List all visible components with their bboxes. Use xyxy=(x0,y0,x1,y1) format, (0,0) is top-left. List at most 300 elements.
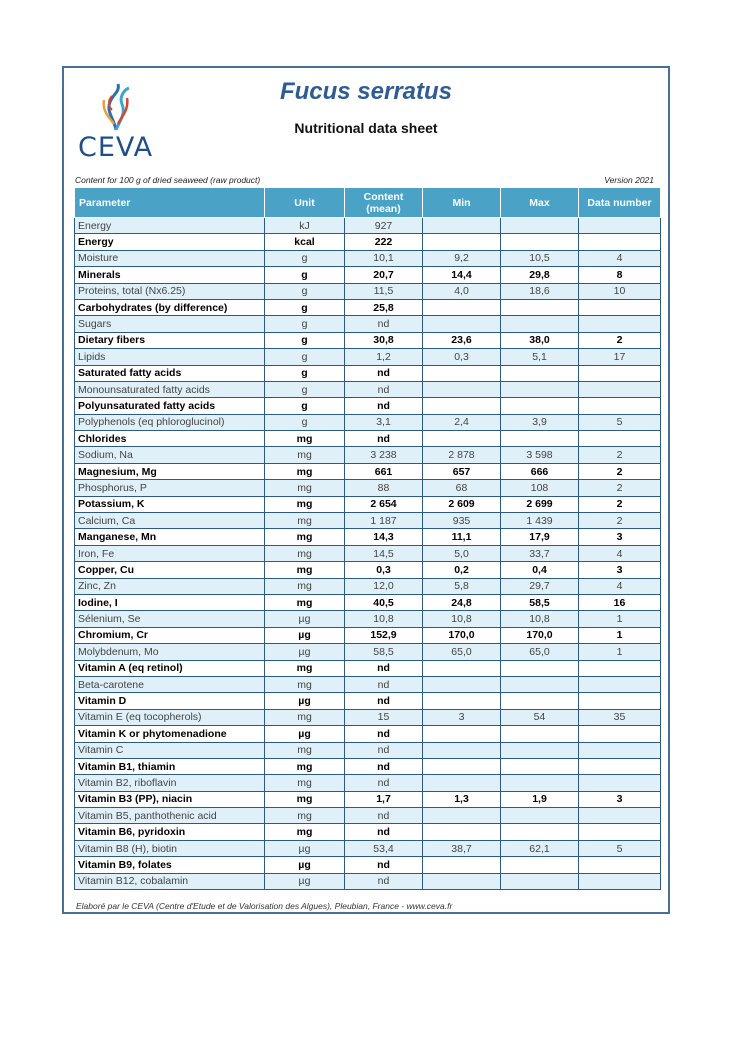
cell-parameter: Vitamin B5, panthothenic acid xyxy=(75,808,265,824)
cell-content: nd xyxy=(345,857,423,873)
cell-min: 935 xyxy=(423,513,501,529)
cell-content: nd xyxy=(345,381,423,397)
table-row xyxy=(75,611,661,627)
cell-parameter: Vitamin K or phytomenadione xyxy=(75,726,265,742)
cell-parameter: Potassium, K xyxy=(75,496,265,512)
cell-parameter: Iodine, I xyxy=(75,594,265,610)
cell-data-number xyxy=(579,824,661,840)
cell-data-number xyxy=(579,726,661,742)
table-row xyxy=(75,758,661,774)
footer-credit: Elaboré par le CEVA (Centre d'Etude et de Valorisation des Algues), Pleubian, France - www.ceva.fr xyxy=(76,901,453,911)
cell-max xyxy=(501,676,579,692)
table-row xyxy=(75,726,661,742)
cell-unit: mg xyxy=(265,742,345,758)
cell-content: 2 654 xyxy=(345,496,423,512)
cell-max: 5,1 xyxy=(501,349,579,365)
cell-parameter: Vitamin B2, riboflavin xyxy=(75,775,265,791)
cell-parameter: Sodium, Na xyxy=(75,447,265,463)
cell-data-number: 4 xyxy=(579,545,661,561)
cell-content: nd xyxy=(345,873,423,889)
table-row xyxy=(75,529,661,545)
cell-parameter: Saturated fatty acids xyxy=(75,365,265,381)
table-row xyxy=(75,267,661,283)
cell-max xyxy=(501,431,579,447)
table-row xyxy=(75,545,661,561)
cell-data-number: 35 xyxy=(579,709,661,725)
cell-content: 10,8 xyxy=(345,611,423,627)
cell-content: nd xyxy=(345,676,423,692)
cell-parameter: Vitamin B3 (PP), niacin xyxy=(75,791,265,807)
cell-parameter: Polyphenols (eq phloroglucinol) xyxy=(75,414,265,430)
header-max: Max xyxy=(501,188,579,218)
cell-unit: mg xyxy=(265,791,345,807)
table-row xyxy=(75,496,661,512)
table-row xyxy=(75,660,661,676)
cell-unit: µg xyxy=(265,627,345,643)
cell-content: 1,2 xyxy=(345,349,423,365)
cell-max xyxy=(501,299,579,315)
cell-unit: µg xyxy=(265,840,345,856)
cell-data-number: 5 xyxy=(579,414,661,430)
cell-min: 11,1 xyxy=(423,529,501,545)
cell-min xyxy=(423,758,501,774)
cell-max: 0,4 xyxy=(501,562,579,578)
cell-unit: mg xyxy=(265,594,345,610)
cell-min: 1,3 xyxy=(423,791,501,807)
cell-max: 170,0 xyxy=(501,627,579,643)
version-note: Version 2021 xyxy=(604,175,654,185)
cell-unit: g xyxy=(265,398,345,414)
table-row xyxy=(75,431,661,447)
cell-data-number: 8 xyxy=(579,267,661,283)
logo-text: CEVA xyxy=(78,132,154,163)
cell-unit: µg xyxy=(265,726,345,742)
cell-content: 12,0 xyxy=(345,578,423,594)
cell-parameter: Vitamin B1, thiamin xyxy=(75,758,265,774)
table-row xyxy=(75,873,661,889)
cell-content: 53,4 xyxy=(345,840,423,856)
cell-content: nd xyxy=(345,775,423,791)
table-row xyxy=(75,808,661,824)
cell-max: 33,7 xyxy=(501,545,579,561)
cell-content: 1,7 xyxy=(345,791,423,807)
cell-min xyxy=(423,742,501,758)
cell-data-number: 2 xyxy=(579,463,661,479)
cell-content: nd xyxy=(345,431,423,447)
cell-unit: kJ xyxy=(265,218,345,234)
cell-min: 2,4 xyxy=(423,414,501,430)
cell-max xyxy=(501,660,579,676)
nutrition-table xyxy=(74,187,661,890)
cell-min: 170,0 xyxy=(423,627,501,643)
cell-data-number xyxy=(579,398,661,414)
table-row xyxy=(75,676,661,692)
table-row xyxy=(75,250,661,266)
cell-parameter: Energy xyxy=(75,218,265,234)
table-row xyxy=(75,775,661,791)
cell-parameter: Iron, Fe xyxy=(75,545,265,561)
cell-data-number xyxy=(579,857,661,873)
cell-data-number: 2 xyxy=(579,513,661,529)
table-row xyxy=(75,513,661,529)
cell-unit: g xyxy=(265,267,345,283)
cell-unit: mg xyxy=(265,758,345,774)
cell-parameter: Moisture xyxy=(75,250,265,266)
table-row xyxy=(75,644,661,660)
table-row xyxy=(75,562,661,578)
cell-max: 18,6 xyxy=(501,283,579,299)
cell-content: 58,5 xyxy=(345,644,423,660)
table-row xyxy=(75,627,661,643)
cell-min: 0,3 xyxy=(423,349,501,365)
cell-unit: µg xyxy=(265,611,345,627)
cell-parameter: Chromium, Cr xyxy=(75,627,265,643)
cell-min: 65,0 xyxy=(423,644,501,660)
cell-unit: mg xyxy=(265,480,345,496)
cell-max: 29,8 xyxy=(501,267,579,283)
cell-max xyxy=(501,234,579,250)
table-row xyxy=(75,791,661,807)
cell-max: 38,0 xyxy=(501,332,579,348)
cell-parameter: Vitamin B12, cobalamin xyxy=(75,873,265,889)
cell-max: 3 598 xyxy=(501,447,579,463)
cell-data-number: 1 xyxy=(579,627,661,643)
cell-data-number xyxy=(579,234,661,250)
cell-content: 222 xyxy=(345,234,423,250)
cell-unit: mg xyxy=(265,709,345,725)
cell-max xyxy=(501,316,579,332)
cell-data-number xyxy=(579,676,661,692)
cell-min xyxy=(423,857,501,873)
cell-unit: µg xyxy=(265,857,345,873)
cell-unit: g xyxy=(265,316,345,332)
cell-max: 58,5 xyxy=(501,594,579,610)
cell-max xyxy=(501,742,579,758)
table-row xyxy=(75,381,661,397)
cell-unit: mg xyxy=(265,513,345,529)
cell-min: 657 xyxy=(423,463,501,479)
cell-data-number: 1 xyxy=(579,644,661,660)
header-data-number: Data number xyxy=(579,188,661,218)
cell-min: 68 xyxy=(423,480,501,496)
cell-parameter: Manganese, Mn xyxy=(75,529,265,545)
cell-data-number xyxy=(579,381,661,397)
cell-unit: g xyxy=(265,414,345,430)
cell-data-number: 4 xyxy=(579,578,661,594)
table-row xyxy=(75,332,661,348)
cell-min xyxy=(423,431,501,447)
cell-parameter: Magnesium, Mg xyxy=(75,463,265,479)
table-row xyxy=(75,447,661,463)
cell-unit: g xyxy=(265,250,345,266)
cell-data-number: 3 xyxy=(579,791,661,807)
cell-data-number: 5 xyxy=(579,840,661,856)
cell-parameter: Zinc, Zn xyxy=(75,578,265,594)
cell-parameter: Phosphorus, P xyxy=(75,480,265,496)
page-title: Fucus serratus xyxy=(279,78,453,105)
table-row xyxy=(75,594,661,610)
cell-content: nd xyxy=(345,758,423,774)
cell-content: nd xyxy=(345,742,423,758)
header-content: Content (mean) xyxy=(345,188,423,218)
cell-min xyxy=(423,381,501,397)
cell-max: 3,9 xyxy=(501,414,579,430)
content-note: Content for 100 g of dried seaweed (raw product) xyxy=(75,175,261,185)
cell-data-number xyxy=(579,873,661,889)
cell-min xyxy=(423,316,501,332)
cell-data-number xyxy=(579,775,661,791)
cell-content: nd xyxy=(345,808,423,824)
cell-content: nd xyxy=(345,693,423,709)
cell-min: 9,2 xyxy=(423,250,501,266)
cell-content: 152,9 xyxy=(345,627,423,643)
cell-parameter: Vitamin E (eq tocopherols) xyxy=(75,709,265,725)
cell-content: nd xyxy=(345,316,423,332)
cell-max: 54 xyxy=(501,709,579,725)
cell-max xyxy=(501,758,579,774)
cell-min: 23,6 xyxy=(423,332,501,348)
cell-parameter: Dietary fibers xyxy=(75,332,265,348)
cell-content: 10,1 xyxy=(345,250,423,266)
cell-max xyxy=(501,824,579,840)
cell-unit: µg xyxy=(265,873,345,889)
table-row xyxy=(75,840,661,856)
cell-data-number: 2 xyxy=(579,480,661,496)
cell-min xyxy=(423,693,501,709)
table-row xyxy=(75,463,661,479)
cell-max: 1,9 xyxy=(501,791,579,807)
cell-data-number xyxy=(579,365,661,381)
cell-data-number: 1 xyxy=(579,611,661,627)
cell-min xyxy=(423,365,501,381)
cell-content: nd xyxy=(345,398,423,414)
cell-max xyxy=(501,381,579,397)
data-sheet xyxy=(62,66,670,914)
cell-content: 1 187 xyxy=(345,513,423,529)
cell-content: nd xyxy=(345,824,423,840)
cell-parameter: Copper, Cu xyxy=(75,562,265,578)
table-row xyxy=(75,578,661,594)
table-row xyxy=(75,824,661,840)
cell-min xyxy=(423,299,501,315)
cell-unit: mg xyxy=(265,824,345,840)
cell-min: 24,8 xyxy=(423,594,501,610)
cell-content: 14,3 xyxy=(345,529,423,545)
cell-unit: mg xyxy=(265,775,345,791)
cell-min xyxy=(423,398,501,414)
cell-data-number: 3 xyxy=(579,529,661,545)
cell-content: 661 xyxy=(345,463,423,479)
cell-parameter: Energy xyxy=(75,234,265,250)
cell-unit: mg xyxy=(265,562,345,578)
cell-min: 0,2 xyxy=(423,562,501,578)
cell-parameter: Vitamin B8 (H), biotin xyxy=(75,840,265,856)
cell-unit: g xyxy=(265,349,345,365)
cell-unit: µg xyxy=(265,644,345,660)
cell-data-number: 10 xyxy=(579,283,661,299)
table-row xyxy=(75,234,661,250)
cell-data-number xyxy=(579,693,661,709)
cell-content: nd xyxy=(345,660,423,676)
cell-min: 4,0 xyxy=(423,283,501,299)
cell-parameter: Chlorides xyxy=(75,431,265,447)
cell-unit: mg xyxy=(265,463,345,479)
cell-min: 5,0 xyxy=(423,545,501,561)
cell-min xyxy=(423,824,501,840)
cell-unit: mg xyxy=(265,676,345,692)
cell-max: 29,7 xyxy=(501,578,579,594)
header-unit: Unit xyxy=(265,188,345,218)
table-row xyxy=(75,349,661,365)
cell-unit: µg xyxy=(265,693,345,709)
cell-data-number: 2 xyxy=(579,496,661,512)
cell-max: 666 xyxy=(501,463,579,479)
cell-content: 25,8 xyxy=(345,299,423,315)
cell-data-number xyxy=(579,808,661,824)
cell-parameter: Vitamin B6, pyridoxin xyxy=(75,824,265,840)
table-row xyxy=(75,693,661,709)
cell-parameter: Vitamin D xyxy=(75,693,265,709)
cell-data-number: 16 xyxy=(579,594,661,610)
cell-content: 40,5 xyxy=(345,594,423,610)
cell-data-number xyxy=(579,299,661,315)
table-row xyxy=(75,218,661,234)
table-row xyxy=(75,480,661,496)
cell-unit: mg xyxy=(265,808,345,824)
cell-parameter: Beta-carotene xyxy=(75,676,265,692)
cell-unit: mg xyxy=(265,447,345,463)
cell-max xyxy=(501,726,579,742)
cell-data-number: 2 xyxy=(579,447,661,463)
cell-min xyxy=(423,234,501,250)
cell-parameter: Minerals xyxy=(75,267,265,283)
cell-data-number xyxy=(579,758,661,774)
cell-data-number: 2 xyxy=(579,332,661,348)
cell-max xyxy=(501,365,579,381)
cell-content: 14,5 xyxy=(345,545,423,561)
cell-data-number: 4 xyxy=(579,250,661,266)
cell-unit: g xyxy=(265,283,345,299)
cell-data-number xyxy=(579,218,661,234)
cell-parameter: Sugars xyxy=(75,316,265,332)
cell-max: 108 xyxy=(501,480,579,496)
cell-max: 17,9 xyxy=(501,529,579,545)
cell-content: 20,7 xyxy=(345,267,423,283)
cell-data-number: 3 xyxy=(579,562,661,578)
cell-min xyxy=(423,873,501,889)
cell-unit: mg xyxy=(265,496,345,512)
cell-min: 2 609 xyxy=(423,496,501,512)
table-row xyxy=(75,365,661,381)
cell-unit: mg xyxy=(265,545,345,561)
cell-parameter: Vitamin B9, folates xyxy=(75,857,265,873)
cell-parameter: Polyunsaturated fatty acids xyxy=(75,398,265,414)
cell-parameter: Vitamin A (eq retinol) xyxy=(75,660,265,676)
cell-min: 10,8 xyxy=(423,611,501,627)
cell-unit: g xyxy=(265,299,345,315)
cell-content: 11,5 xyxy=(345,283,423,299)
cell-parameter: Lipids xyxy=(75,349,265,365)
cell-data-number: 17 xyxy=(579,349,661,365)
cell-min: 14,4 xyxy=(423,267,501,283)
cell-unit: mg xyxy=(265,578,345,594)
cell-unit: kcal xyxy=(265,234,345,250)
cell-unit: mg xyxy=(265,660,345,676)
cell-unit: g xyxy=(265,381,345,397)
cell-max xyxy=(501,873,579,889)
cell-max: 10,8 xyxy=(501,611,579,627)
cell-min: 38,7 xyxy=(423,840,501,856)
cell-min xyxy=(423,676,501,692)
table-row xyxy=(75,299,661,315)
cell-max: 65,0 xyxy=(501,644,579,660)
cell-min: 3 xyxy=(423,709,501,725)
cell-data-number xyxy=(579,742,661,758)
cell-data-number xyxy=(579,316,661,332)
cell-parameter: Molybdenum, Mo xyxy=(75,644,265,660)
cell-max: 62,1 xyxy=(501,840,579,856)
header-min: Min xyxy=(423,188,501,218)
header-parameter: Parameter xyxy=(75,188,265,218)
cell-parameter: Sélenium, Se xyxy=(75,611,265,627)
cell-unit: mg xyxy=(265,431,345,447)
cell-min: 2 878 xyxy=(423,447,501,463)
cell-unit: mg xyxy=(265,529,345,545)
cell-parameter: Calcium, Ca xyxy=(75,513,265,529)
cell-min xyxy=(423,726,501,742)
cell-min: 5,8 xyxy=(423,578,501,594)
cell-parameter: Proteins, total (Nx6.25) xyxy=(75,283,265,299)
table-row xyxy=(75,857,661,873)
table-row xyxy=(75,398,661,414)
cell-unit: g xyxy=(265,365,345,381)
cell-unit: g xyxy=(265,332,345,348)
cell-content: 88 xyxy=(345,480,423,496)
cell-content: nd xyxy=(345,365,423,381)
table-row xyxy=(75,709,661,725)
cell-data-number xyxy=(579,431,661,447)
cell-content: nd xyxy=(345,726,423,742)
cell-content: 3 238 xyxy=(345,447,423,463)
table-row xyxy=(75,742,661,758)
cell-max: 1 439 xyxy=(501,513,579,529)
cell-parameter: Vitamin C xyxy=(75,742,265,758)
cell-content: 15 xyxy=(345,709,423,725)
cell-min xyxy=(423,218,501,234)
cell-max xyxy=(501,857,579,873)
table-body xyxy=(75,218,661,890)
cell-content: 927 xyxy=(345,218,423,234)
table-row xyxy=(75,316,661,332)
cell-max xyxy=(501,775,579,791)
table-header-row xyxy=(75,188,661,218)
cell-content: 3,1 xyxy=(345,414,423,430)
cell-data-number xyxy=(579,660,661,676)
cell-max xyxy=(501,693,579,709)
cell-content: 0,3 xyxy=(345,562,423,578)
cell-min xyxy=(423,775,501,791)
table-row xyxy=(75,414,661,430)
table-row xyxy=(75,283,661,299)
cell-max xyxy=(501,808,579,824)
cell-max xyxy=(501,398,579,414)
cell-min xyxy=(423,808,501,824)
page-subtitle: Nutritional data sheet xyxy=(294,120,438,136)
cell-min xyxy=(423,660,501,676)
cell-parameter: Carbohydrates (by difference) xyxy=(75,299,265,315)
cell-parameter: Monounsaturated fatty acids xyxy=(75,381,265,397)
cell-content: 30,8 xyxy=(345,332,423,348)
